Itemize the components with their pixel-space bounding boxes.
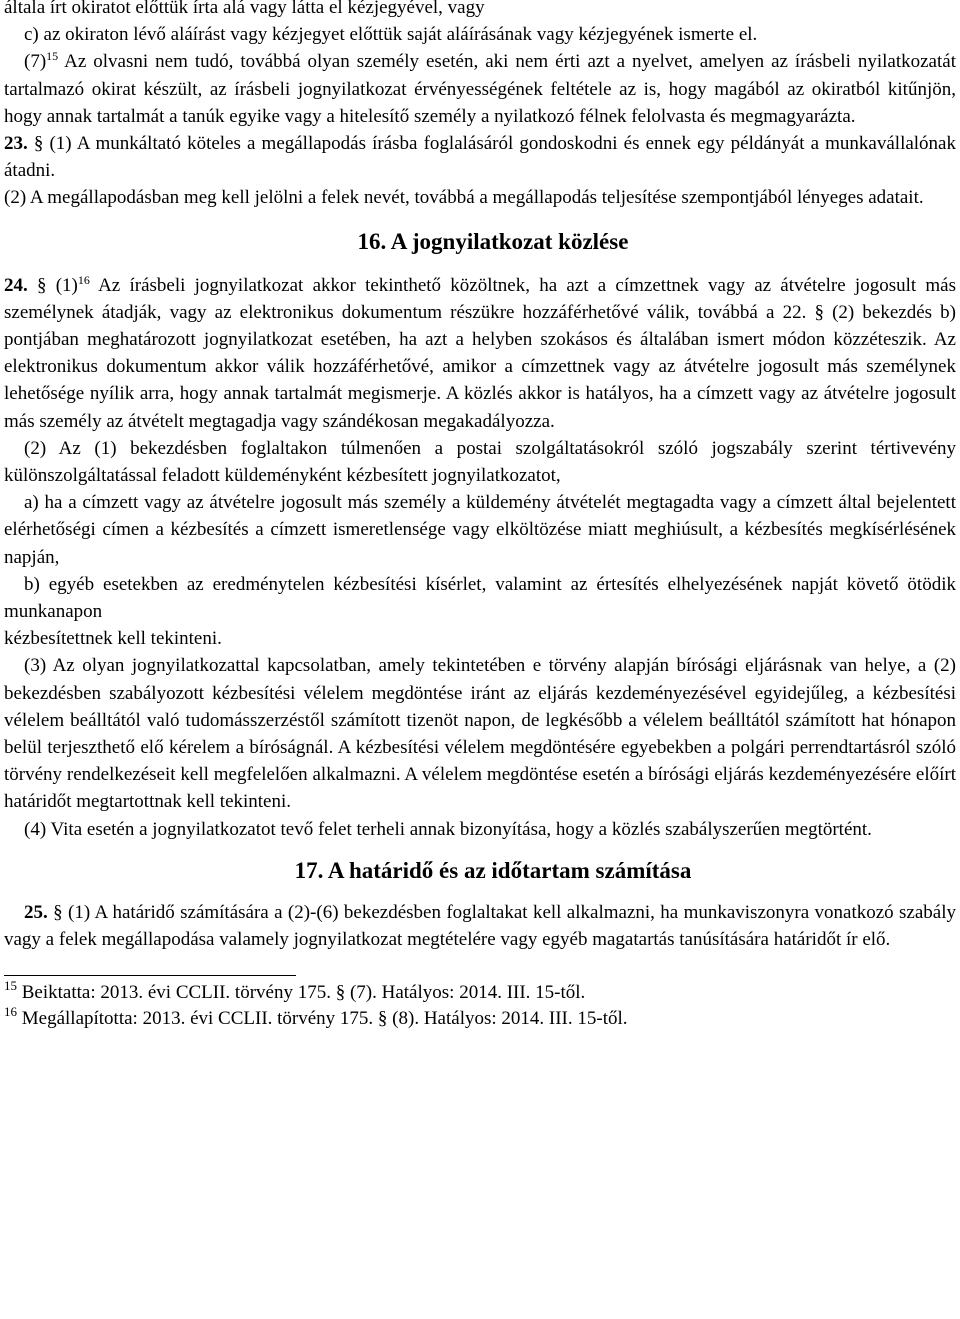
section-24-p4: (4) Vita esetén a jognyilatkozatot tevő felet terheli annak bizonyítása, hogy a közlés szabályszerűen megtörtént.	[24, 818, 872, 840]
section-23-p2: (2) A megállapodásban meg kell jelölni a felek nevét, továbbá a megállapodás teljesítése szempontjából lényeges adatait.	[4, 187, 924, 209]
paragraph-7: $(7)^{15}$ Az olvasni nem tudó, továbbá olyan személy esetén, aki nem érti azt a nyelvet, amelyen az írásbeli nyilatkozatát tartalmazó okirat készült, az írásbeli jognyilatkozat érvényességének feltétele az is, hogy magából az okiratból kitűnjön, hogy annak tartalmát a tanúk egyike vagy a hitelesítő személy a nyilatkozó félnek felolvasta és megmagyarázta.	[4, 49, 956, 127]
paragraph: általa írt okiratot előttük írta alá vagy látta el kézjegyével, vagy	[4, 0, 485, 18]
section-24-p2: (2) Az (1) bekezdésben foglaltakon túlmenően a postai szolgáltatásokról szóló jogszabály szerint tértivevény különszolgáltatással feladott küldeményként kézbesített jognyilatkozatot,	[4, 437, 956, 487]
footnote-16: $^{16}$ Megállapította: 2013. évi CCLII. törvény 175. § (8). Hatályos: 2014. III. 15-től.	[4, 1004, 628, 1030]
section-24-p1: 24. § $(1)^{16}$ Az írásbeli jognyilatkozat akkor tekinthető közöltnek, ha azt a címzettnek vagy az átvételre jogosult más személynek átadják, vagy az elektronikus dokumentum részükre hozzáférhetővé válik, továbbá a 22. § (2) bekezdés b) pontjában meghatározott jognyilatkozat esetében, ha azt a helyben szokásos és általában ismert módon közzéteszik. Az elektronikus dokumentum akkor válik hozzáférhetővé, amikor a címzettnek vagy az átvételre jogosult más személynek lehetősége nyílik arra, hogy annak tartalmát megismerje. A közlés akkor is hatályos, ha a címzett vagy az átvételre jogosult más személy az átvételt megtagadja vagy szándékosan megakadályozza.	[4, 272, 957, 432]
section-24-p2c: kézbesítettnek kell tekinteni.	[4, 628, 222, 650]
heading-16: 16. A jognyilatkozat közlése	[357, 228, 629, 254]
footnotes	[4, 976, 956, 1032]
section-25-p1: 25. § (1) A határidő számítására a (2)-(6) bekezdésben foglaltakat kell alkalmazni, ha munkaviszonyra vonatkozó szabály vagy a felek megállapodása valamely jognyilatkozat megtételére vagy egyéb magatartás tanúsítására határidőt ír elő.	[4, 901, 956, 951]
section-23-p1: 23. § (1) A munkáltató köteles a megállapodás írásba foglalásáról gondoskodni és ennek egy példányát a munkavállalónak átadni.	[4, 133, 956, 182]
section-24-p2b: b) egyéb esetekben az eredménytelen kézbesítési kísérlet, valamint az értesítés elhelyezésének napját követő ötödik munkanapon	[4, 573, 956, 623]
footnote-ref-15[interactable]: 15	[46, 49, 59, 64]
section-24-p3: (3) Az olyan jognyilatkozattal kapcsolatban, amely tekintetében e törvény alapján bírósági eljárásnak van helye, a (2) bekezdésben szabályozott kézbesítési vélelem megdöntése iránt az eljárás kezdeményezésével egyidejűleg, a kézbesítési vélelem beálltától való tudomásszerzéstől számított tizenöt napon, de legkésőbb a vélelem beálltától számított hat hónapon belül terjeszthető elő kérelem a bíróságnál. A kézbesítési vélelem megdöntésére egyebekben a polgári perrendtartásról szóló törvény rendelkezéseit kell megfelelően alkalmazni. A vélelem megdöntése esetén a bírósági eljárás kezdeményezésére előírt határidőt megtartottnak kell tekinteni.	[4, 655, 956, 813]
section-24-p2a: a) ha a címzett vagy az átvételre jogosult más személy a küldemény átvételét megtagadta vagy a címzett által bejelentett elérhetőségi címen a kézbesítés a címzett ismeretlensége vagy elköltözése miatt meghiúsult, a kézbesítés megkísérlésének napján,	[4, 492, 956, 568]
footnote-15: $^{15}$ Beiktatta: 2013. évi CCLII. törvény 175. § (7). Hatályos: 2014. III. 15-től.	[4, 978, 586, 1004]
paragraph: c) az okiraton lévő aláírást vagy kézjegyet előttük saját aláírásának vagy kézjegyének ismerte el.	[24, 24, 758, 46]
footnote-ref-16[interactable]: 16	[77, 272, 90, 287]
heading-17: 17. A határidő és az időtartam számítása	[294, 857, 692, 883]
